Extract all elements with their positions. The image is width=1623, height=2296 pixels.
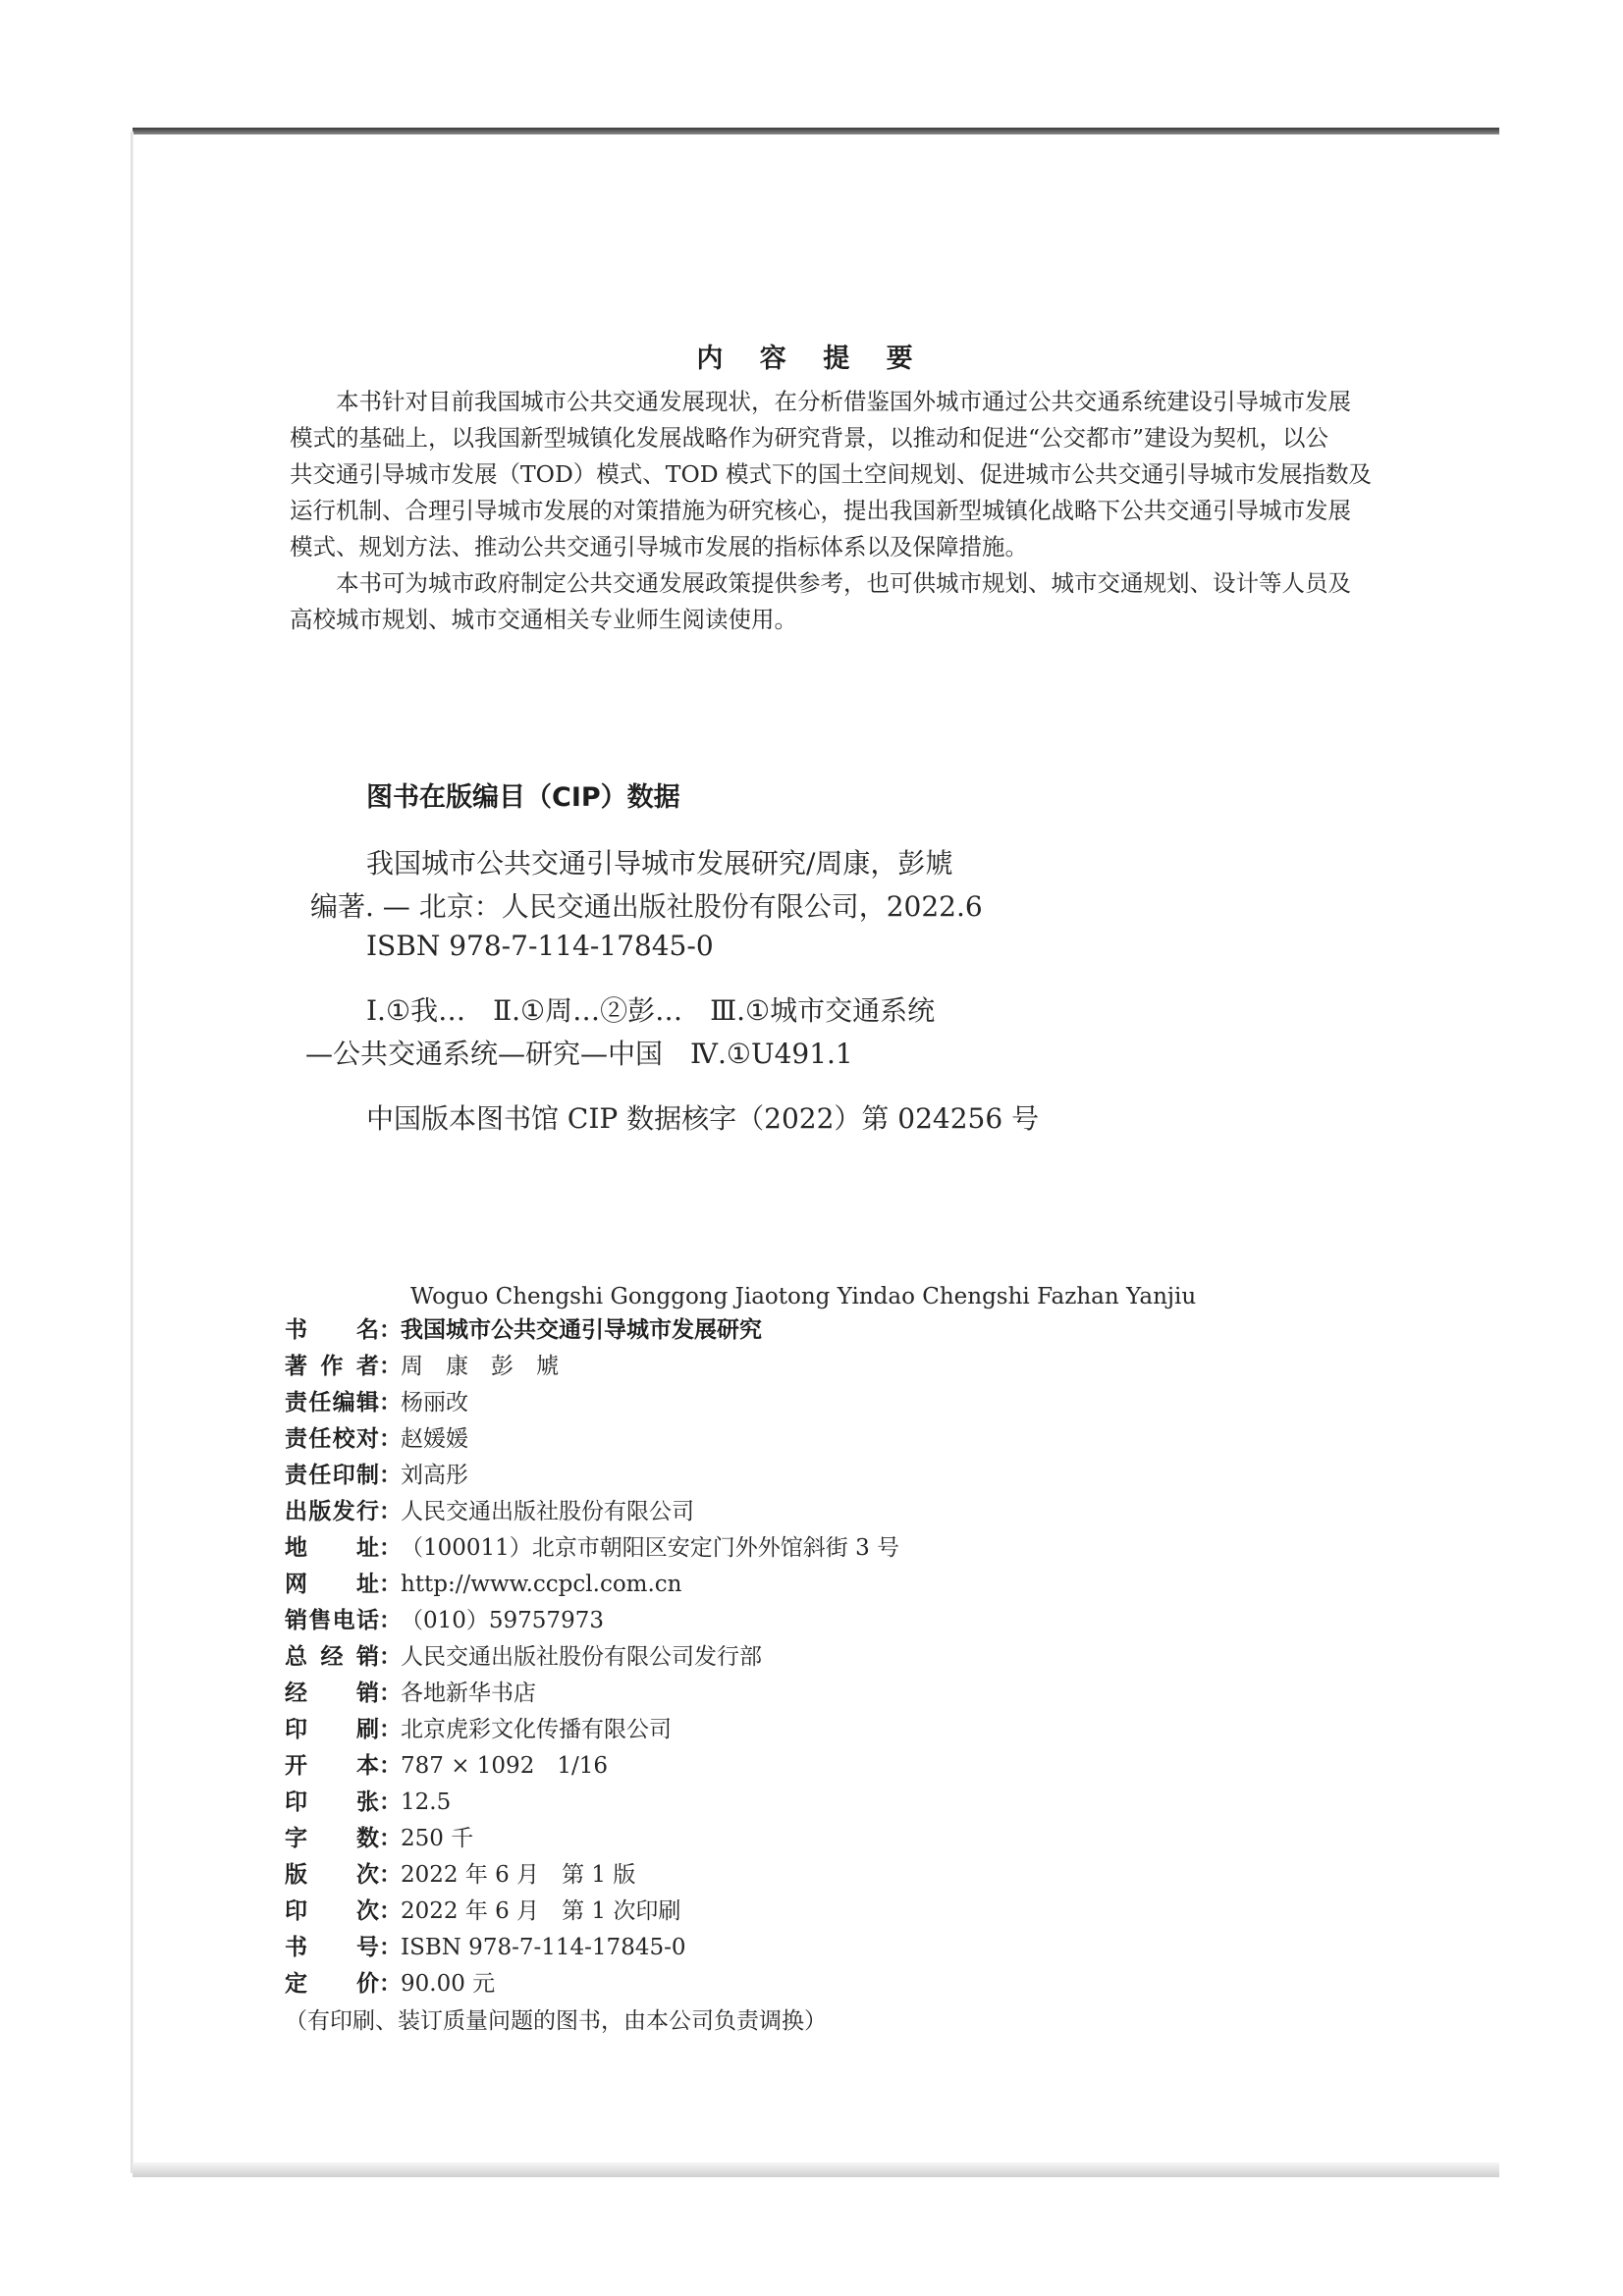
colophon-row — [285, 1712, 899, 1748]
colophon-row — [285, 1530, 899, 1567]
colophon-row — [285, 1748, 899, 1785]
scan-bottom-edge — [133, 2163, 1499, 2177]
colophon-value: 12.5 — [401, 1789, 452, 1815]
footer-note: （有印刷、装订质量问题的图书，由本公司负责调换） — [285, 2008, 827, 2034]
colophon-row — [285, 1930, 899, 1966]
colophon-label: 印 次 — [285, 1898, 379, 1924]
colophon-value: 90.00 元 — [401, 1971, 496, 1997]
colophon-label: 出 版 发 行 — [285, 1499, 379, 1524]
colophon-colon: ： — [379, 1717, 402, 1742]
colophon-value: 刘高彤 — [401, 1463, 468, 1488]
colophon-value: 人民交通出版社股份有限公司 — [401, 1499, 694, 1524]
colophon-row — [285, 1894, 899, 1930]
colophon-value: （100011）北京市朝阳区安定门外外馆斜街 3 号 — [401, 1535, 900, 1561]
colophon-row — [285, 1821, 899, 1857]
colophon-value: 250 千 — [401, 1826, 474, 1851]
colophon-colon: ： — [379, 1898, 402, 1924]
colophon-label: 经 销 — [285, 1681, 379, 1706]
colophon-label: 书 名 — [285, 1317, 379, 1343]
colophon-label: 印 刷 — [285, 1717, 379, 1742]
colophon-colon: ： — [379, 1354, 402, 1379]
colophon-colon: ： — [379, 1753, 402, 1779]
cip-isbn-line: ISBN 978-7-114-17845-0 — [366, 930, 714, 962]
pinyin-title: Woguo Chengshi Gonggong Jiaotong Yindao Chengshi Fazhan Yanjiu — [410, 1284, 1197, 1309]
colophon-row — [285, 1385, 899, 1421]
colophon-label: 字 数 — [285, 1826, 379, 1851]
cip-library-line: 中国版本图书馆 CIP 数据核字（2022）第 024256 号 — [366, 1102, 1040, 1135]
colophon-value: 各地新华书店 — [401, 1681, 536, 1706]
colophon-colon: ： — [379, 1463, 402, 1488]
colophon-colon: ： — [379, 1390, 402, 1415]
colophon-row — [285, 1458, 899, 1494]
colophon-colon: ： — [379, 1644, 402, 1670]
colophon-colon: ： — [379, 1789, 402, 1815]
colophon-colon: ： — [379, 1572, 402, 1597]
colophon-list — [285, 1312, 899, 2002]
colophon-label: 定 价 — [285, 1971, 379, 1997]
colophon-row — [285, 1676, 899, 1712]
colophon-row — [285, 1857, 899, 1894]
colophon-label: 责 任 印 制 — [285, 1463, 379, 1488]
cip-title-line: 我国城市公共交通引导城市发展研究/周康，彭虓 — [366, 847, 953, 880]
colophon-label: 网 址 — [285, 1572, 379, 1597]
summary-line: 模式、规划方法、推动公共交通引导城市发展的指标体系以及保障措施。 — [290, 533, 1028, 561]
colophon-value: ISBN 978-7-114-17845-0 — [401, 1935, 686, 1960]
colophon-row — [285, 1785, 899, 1821]
colophon-value: 北京虎彩文化传播有限公司 — [401, 1717, 672, 1742]
scan-top-edge — [133, 128, 1499, 134]
colophon-value: 787 × 1092 1/16 — [401, 1753, 608, 1779]
colophon-label: 开 本 — [285, 1753, 379, 1779]
colophon-row — [285, 1494, 899, 1530]
colophon-value: 人民交通出版社股份有限公司发行部 — [401, 1644, 762, 1670]
colophon-colon: ： — [379, 1826, 402, 1851]
summary-line: 高校城市规划、城市交通相关专业师生阅读使用。 — [290, 606, 797, 633]
colophon-label: 著 作 者 — [285, 1354, 379, 1379]
colophon-row — [285, 1603, 899, 1639]
scan-left-edge — [131, 132, 134, 2173]
colophon-label: 版 次 — [285, 1862, 379, 1888]
cip-title-line: 编著. — 北京：人民交通出版社股份有限公司，2022.6 — [310, 890, 983, 923]
colophon-label: 销 售 电 话 — [285, 1608, 379, 1633]
colophon-label: 总 经 销 — [285, 1644, 379, 1670]
summary-line: 模式的基础上，以我国新型城镇化发展战略作为研究背景，以推动和促进“公交都市”建设为契机，以公 — [290, 424, 1329, 452]
colophon-row — [285, 1312, 899, 1349]
summary-title: 内 容 提 要 — [696, 344, 927, 374]
colophon-value: 周 康 彭 虓 — [401, 1354, 559, 1379]
colophon-value: 赵媛媛 — [401, 1426, 468, 1452]
summary-line: 运行机制、合理引导城市发展的对策措施为研究核心，提出我国新型城镇化战略下公共交通引导城市发展 — [290, 497, 1351, 524]
colophon-row — [285, 1567, 899, 1603]
colophon-value: 2022 年 6 月 第 1 次印刷 — [401, 1898, 681, 1924]
colophon-colon: ： — [379, 1681, 402, 1706]
colophon-colon: ： — [379, 1862, 402, 1888]
colophon-row — [285, 1966, 899, 2002]
colophon-value: 我国城市公共交通引导城市发展研究 — [401, 1317, 762, 1343]
summary-line: 共交通引导城市发展（TOD）模式、TOD 模式下的国土空间规划、促进城市公共交通引导城市发展指数及 — [290, 460, 1373, 488]
colophon-row — [285, 1639, 899, 1676]
colophon-colon: ： — [379, 1317, 402, 1343]
colophon-label: 地 址 — [285, 1535, 379, 1561]
colophon-label: 印 张 — [285, 1789, 379, 1815]
colophon-value: 杨丽改 — [401, 1390, 468, 1415]
colophon-row — [285, 1349, 899, 1385]
colophon-colon: ： — [379, 1426, 402, 1452]
colophon-label: 责 任 编 辑 — [285, 1390, 379, 1415]
colophon-value: 2022 年 6 月 第 1 版 — [401, 1862, 636, 1888]
colophon-label: 书 号 — [285, 1935, 379, 1960]
colophon-value: http://www.ccpcl.com.cn — [401, 1572, 682, 1597]
colophon-colon: ： — [379, 1971, 402, 1997]
colophon-colon: ： — [379, 1935, 402, 1960]
colophon-label: 责 任 校 对 — [285, 1426, 379, 1452]
cip-heading: 图书在版编目（CIP）数据 — [366, 782, 680, 813]
summary-line: 本书针对目前我国城市公共交通发展现状，在分析借鉴国外城市通过公共交通系统建设引导城市发展 — [290, 388, 1351, 415]
colophon-colon: ： — [379, 1535, 402, 1561]
colophon-colon: ： — [379, 1608, 402, 1633]
colophon-colon: ： — [379, 1499, 402, 1524]
cip-classification-line: Ⅰ.①我… Ⅱ.①周…②彭… Ⅲ.①城市交通系统 — [366, 994, 936, 1027]
cip-classification-line: —公共交通系统—研究—中国 Ⅳ.①U491.1 — [305, 1038, 853, 1070]
colophon-row — [285, 1421, 899, 1458]
summary-line: 本书可为城市政府制定公共交通发展政策提供参考，也可供城市规划、城市交通规划、设计等人员及 — [290, 569, 1351, 597]
colophon-value: （010）59757973 — [401, 1608, 604, 1633]
